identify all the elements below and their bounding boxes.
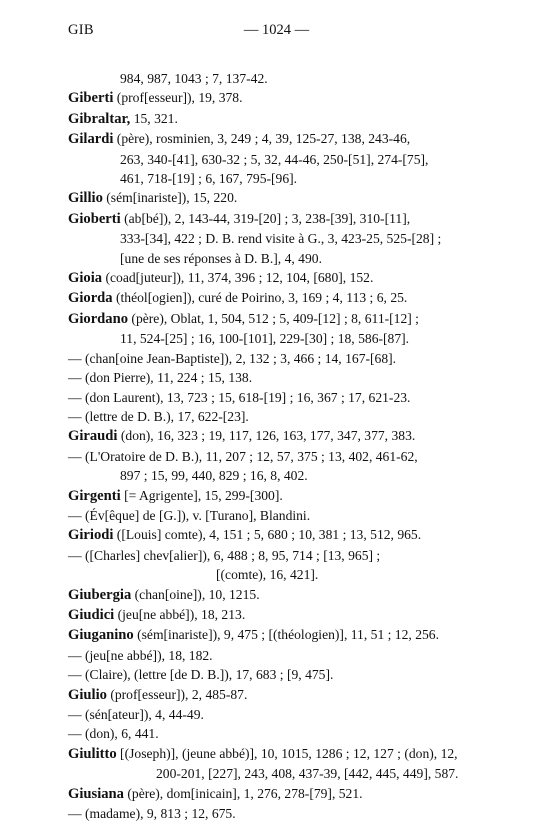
entry-text: — (sén[ateur]), 4, 44-49. bbox=[68, 707, 204, 722]
index-line bbox=[68, 665, 486, 684]
index-entry bbox=[68, 88, 486, 108]
index-line bbox=[68, 447, 486, 466]
entry-text: 461, 718-[19] ; 6, 167, 795-[96]. bbox=[120, 171, 298, 187]
entry-text: — (jeu[ne abbé]), 18, 182. bbox=[68, 647, 213, 663]
entry-text: 984, 987, 1043 ; 7, 137-42. bbox=[120, 71, 268, 86]
entry-text: [(comte), 16, 421]. bbox=[216, 567, 319, 583]
index-entry bbox=[68, 129, 486, 149]
entry-text: (sém[inariste]), 9, 475 ; [(théologien)], 11, 51 ; 12, 256. bbox=[133, 627, 439, 643]
index-entry bbox=[68, 209, 486, 229]
entry-text: [une de ses réponses à D. B.], 4, 490. bbox=[120, 250, 322, 266]
index-entry bbox=[68, 784, 486, 804]
index-entries bbox=[68, 69, 486, 823]
entry-headword: Giudici bbox=[68, 606, 115, 623]
entry-text: (ab[bé]), 2, 143-44, 319-[20] ; 3, 238-[39], 310-[11], bbox=[120, 210, 411, 226]
page-number: — 1024 — bbox=[243, 22, 310, 38]
entry-text: (chan[oine]), 10, 1215. bbox=[131, 586, 260, 602]
index-entry bbox=[68, 585, 486, 605]
index-entry bbox=[68, 268, 486, 288]
index-line bbox=[68, 724, 486, 743]
index-line bbox=[68, 349, 486, 368]
index-line bbox=[68, 150, 486, 169]
index-line bbox=[68, 565, 486, 584]
entry-text: 333-[34], 422 ; D. B. rend visite à G., 3, 423-25, 525-[28] ; bbox=[120, 231, 442, 247]
index-line bbox=[68, 329, 486, 348]
index-line bbox=[68, 169, 486, 188]
entry-text: (père), Oblat, 1, 504, 512 ; 5, 409-[12] ; 8, 611-[12] ; bbox=[128, 310, 419, 326]
entry-text: 15, 321. bbox=[130, 110, 178, 126]
entry-headword: Giriodi bbox=[68, 527, 114, 544]
entry-text: (prof[esseur]), 19, 378. bbox=[113, 90, 243, 106]
entry-headword: Gilardi bbox=[68, 131, 114, 148]
index-line bbox=[68, 249, 486, 268]
entry-text: [= Agrigente], 15, 299-[300]. bbox=[120, 487, 283, 503]
entry-headword: Gioia bbox=[68, 270, 103, 287]
index-line bbox=[68, 466, 486, 485]
index-line bbox=[68, 546, 486, 565]
entry-text: [(Joseph)], (jeune abbé)], 10, 1015, 1286 ; 12, 127 ; (don), 12, bbox=[116, 745, 458, 761]
entry-text: 897 ; 15, 99, 440, 829 ; 16, 8, 402. bbox=[120, 468, 308, 484]
index-entry bbox=[68, 685, 486, 705]
entry-headword: Gibraltar, bbox=[68, 110, 131, 127]
entry-text: (prof[esseur]), 2, 485-87. bbox=[106, 686, 248, 702]
entry-text: (père), rosminien, 3, 249 ; 4, 39, 125-27, 138, 243-46, bbox=[113, 131, 411, 147]
entry-text: — (don Laurent), 13, 723 ; 15, 618-[19] ; 16, 367 ; 17, 621-23. bbox=[68, 389, 411, 405]
index-line bbox=[68, 764, 486, 783]
entry-headword: Giorda bbox=[68, 290, 113, 307]
entry-text: (jeu[ne abbé]), 18, 213. bbox=[114, 606, 246, 622]
index-entry bbox=[68, 744, 486, 764]
index-entry bbox=[68, 525, 486, 545]
entry-text: ([Louis] comte), 4, 151 ; 5, 680 ; 10, 381 ; 13, 512, 965. bbox=[113, 527, 422, 543]
entry-headword: Giordano bbox=[68, 310, 129, 327]
index-entry bbox=[68, 288, 486, 308]
entry-headword: Giulio bbox=[68, 686, 107, 703]
index-entry bbox=[68, 605, 486, 625]
entry-text: — (Év[êque] de [G.]), v. [Turano], Blandini. bbox=[68, 507, 311, 523]
entry-text: (coad[juteur]), 11, 374, 396 ; 12, 104, [680], 152. bbox=[102, 270, 374, 286]
entry-headword: Giubergia bbox=[68, 586, 132, 603]
index-entry bbox=[68, 426, 486, 446]
entry-text: — (don Pierre), 11, 224 ; 15, 138. bbox=[68, 370, 253, 386]
running-head: GIB bbox=[68, 22, 94, 38]
entry-text: — (lettre de D. B.), 17, 622-[23]. bbox=[68, 408, 249, 424]
entry-text: (père), dom[inicain], 1, 276, 278-[79], 521. bbox=[123, 785, 363, 801]
entry-headword: Giraudi bbox=[68, 428, 118, 445]
entry-text: (théol[ogien]), curé de Poirino, 3, 169 ; 4, 113 ; 6, 25. bbox=[112, 290, 408, 306]
index-entry bbox=[68, 188, 486, 208]
entry-headword: Giberti bbox=[68, 90, 114, 107]
entry-headword: Giusiana bbox=[68, 785, 124, 802]
entry-text: — (L'Oratoire de D. B.), 11, 207 ; 12, 57, 375 ; 13, 402, 461-62, bbox=[68, 448, 418, 464]
index-line bbox=[68, 506, 486, 525]
index-line bbox=[68, 69, 486, 88]
entry-headword: Giuganino bbox=[68, 627, 134, 644]
index-entry bbox=[68, 309, 486, 329]
entry-text: — (chan[oine Jean-Baptiste]), 2, 132 ; 3, 466 ; 14, 167-[68]. bbox=[68, 350, 397, 366]
entry-text: — (don), 6, 441. bbox=[68, 726, 159, 742]
entry-text: — (Claire), (lettre [de D. B.]), 17, 683 ; [9, 475]. bbox=[68, 667, 334, 683]
entry-text: — (madame), 9, 813 ; 12, 675. bbox=[68, 806, 236, 822]
index-entry bbox=[68, 109, 486, 129]
index-line bbox=[68, 368, 486, 387]
entry-headword: Giulitto bbox=[68, 745, 117, 762]
index-entry bbox=[68, 625, 486, 645]
entry-text: 200-201, [227], 243, 408, 437-39, [442, 445, 449], 587. bbox=[156, 766, 459, 782]
index-entry bbox=[68, 486, 486, 506]
index-line bbox=[68, 705, 486, 724]
entry-text: — ([Charles] chev[alier]), 6, 488 ; 8, 95, 714 ; [13, 965] ; bbox=[68, 547, 381, 563]
entry-headword: Gioberti bbox=[68, 210, 121, 227]
index-line bbox=[68, 407, 486, 426]
page-header bbox=[68, 22, 485, 42]
entry-text: 263, 340-[41], 630-32 ; 5, 32, 44-46, 250-[51], 274-[75], bbox=[120, 151, 429, 167]
entry-text: (sém[inariste]), 15, 220. bbox=[102, 190, 238, 206]
entry-headword: Girgenti bbox=[68, 487, 121, 504]
index-line bbox=[68, 388, 486, 407]
index-line bbox=[68, 646, 486, 665]
entry-text: (don), 16, 323 ; 19, 117, 126, 163, 177, 347, 377, 383. bbox=[117, 428, 416, 444]
entry-text: 11, 524-[25] ; 16, 100-[101], 229-[30] ; 18, 586-[87]. bbox=[120, 331, 410, 347]
entry-headword: Gillio bbox=[68, 190, 103, 207]
index-line bbox=[68, 804, 486, 823]
index-line bbox=[68, 229, 486, 248]
